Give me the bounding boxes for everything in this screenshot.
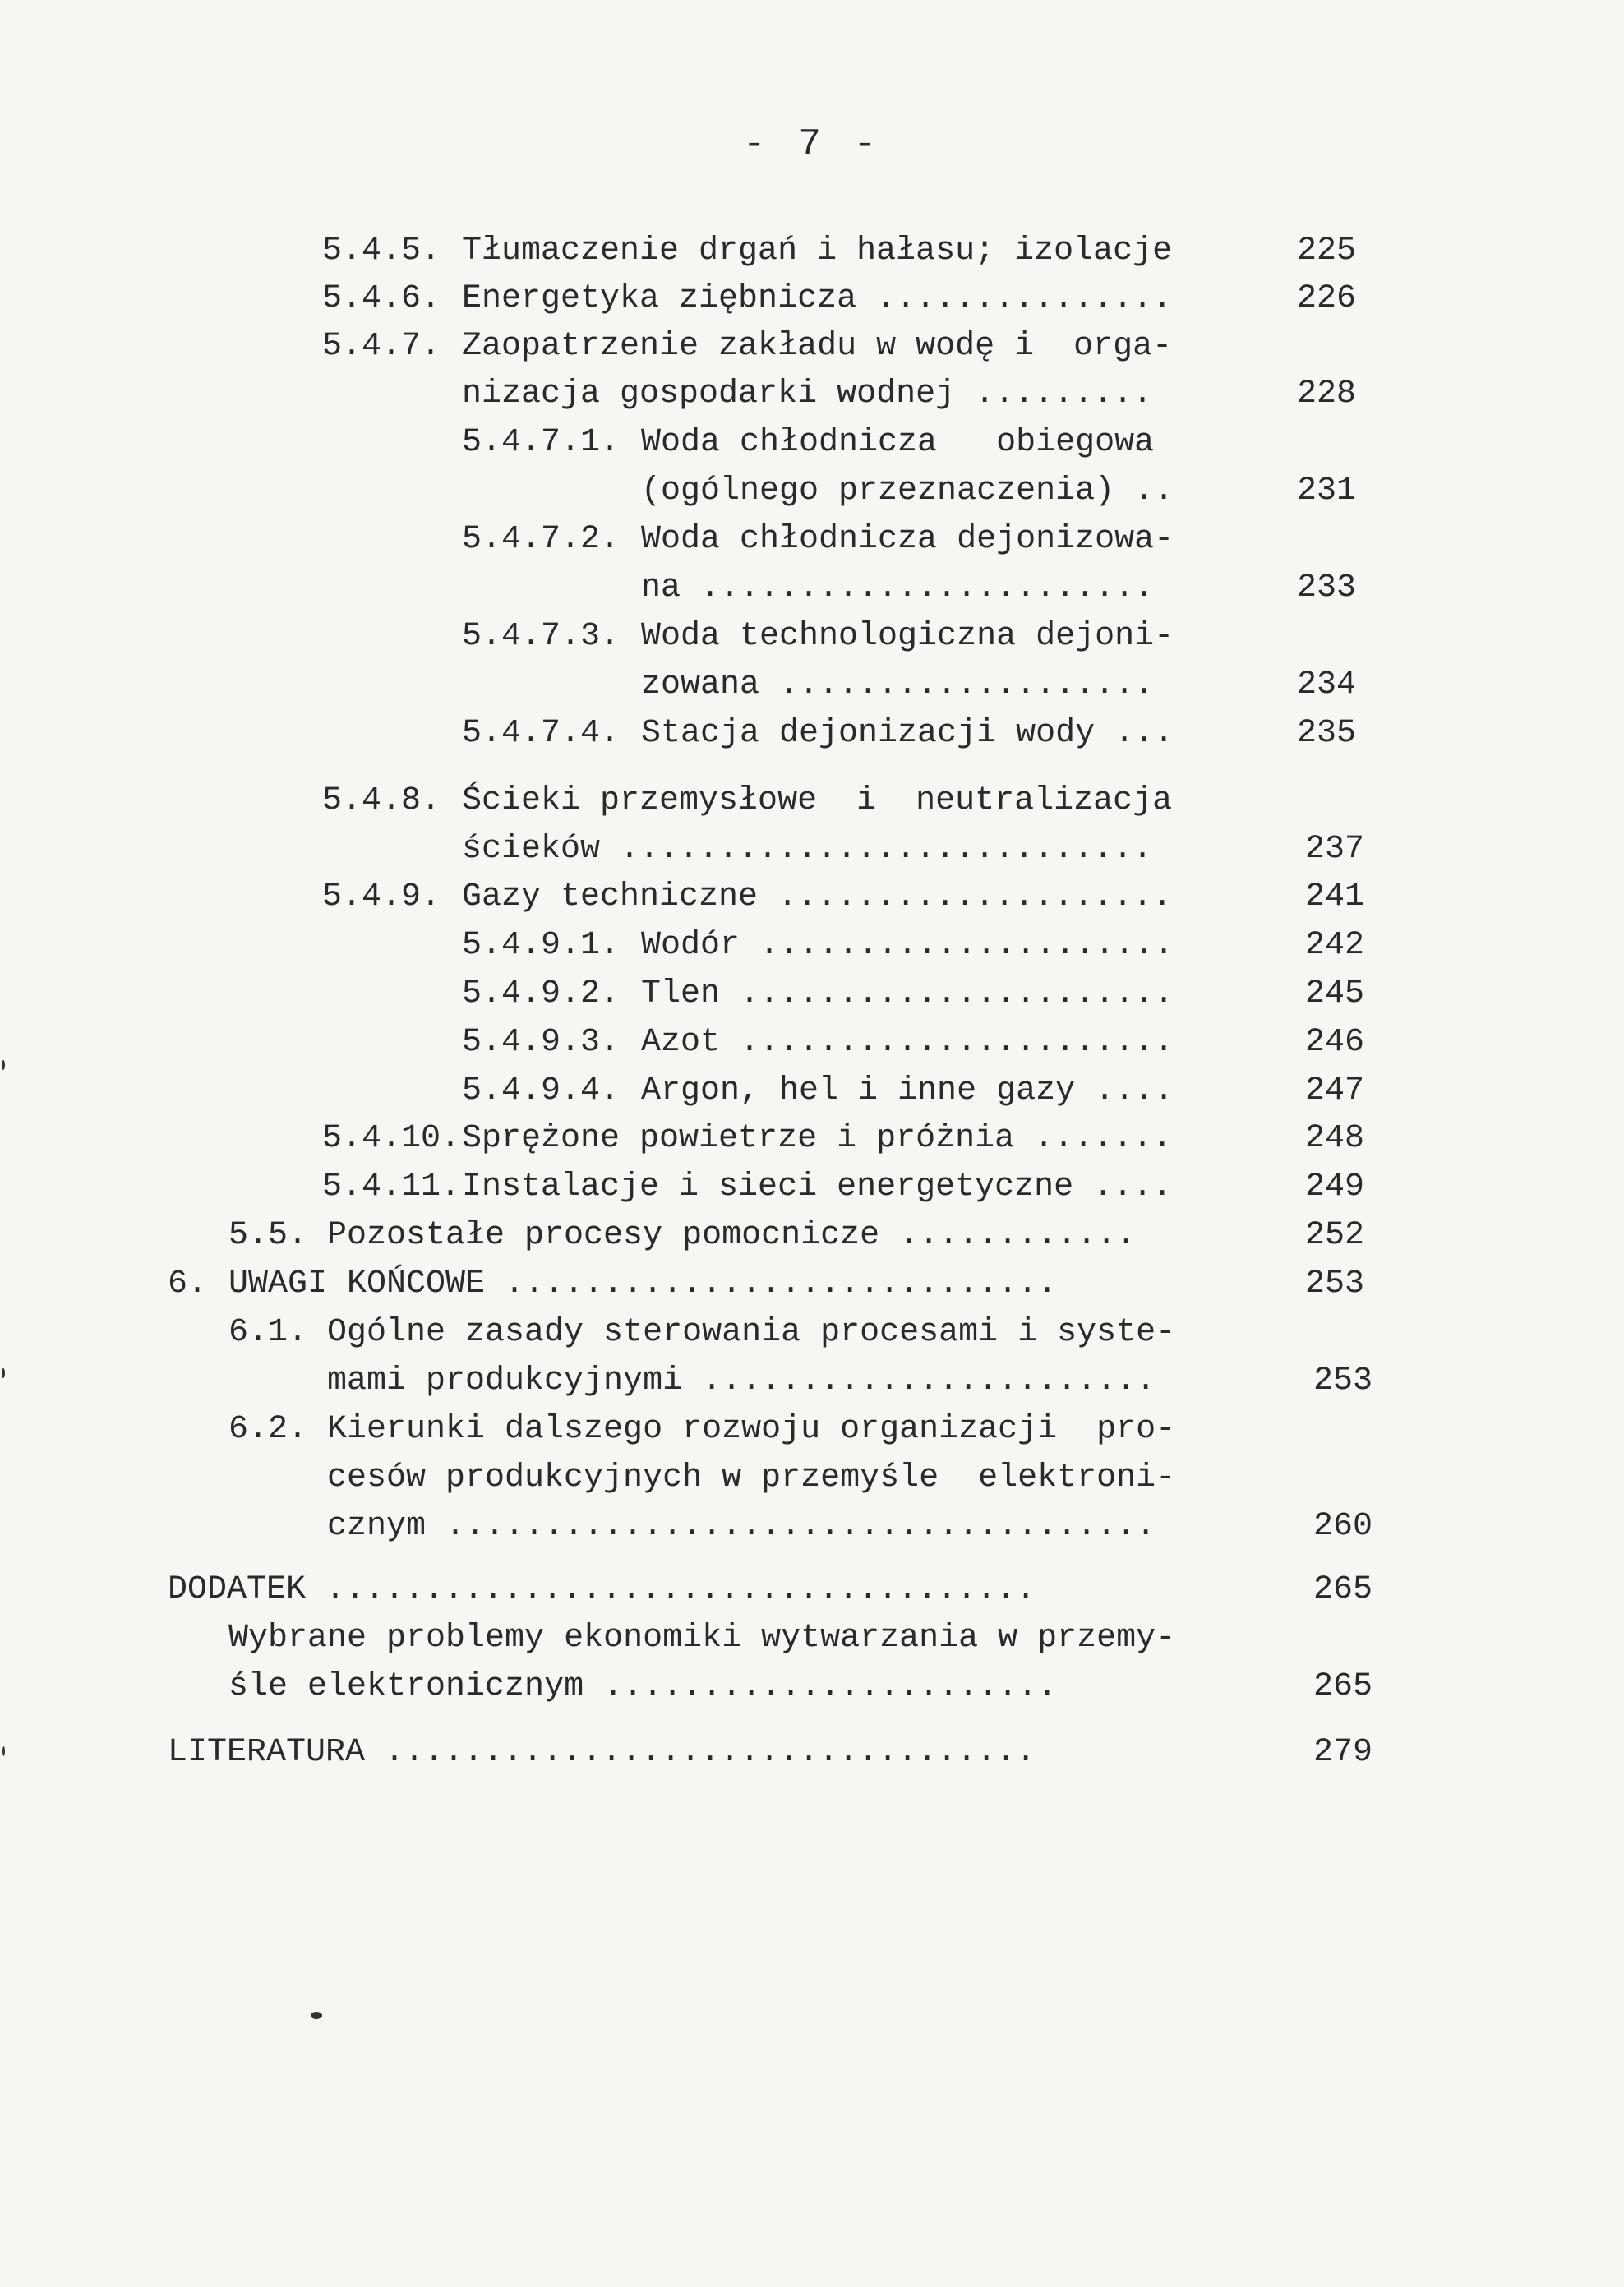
toc-title: Stacja dejonizacji wody ... bbox=[641, 715, 1174, 752]
toc-number: 5.4.5. bbox=[322, 233, 441, 270]
toc-title: Woda technologiczna dejoni- bbox=[641, 618, 1174, 655]
toc-row bbox=[0, 1663, 1624, 1711]
toc-page: 265 bbox=[1313, 1571, 1373, 1608]
scan-speck bbox=[2, 1060, 5, 1070]
toc-number: 6.1. bbox=[228, 1314, 308, 1351]
toc-page: 248 bbox=[1304, 1120, 1364, 1157]
toc-title: Energetyka ziębnicza ............... bbox=[462, 280, 1173, 317]
toc-page: 225 bbox=[1296, 233, 1356, 270]
toc-row bbox=[0, 1566, 1624, 1614]
toc-title: UWAGI KOŃCOWE ............................ bbox=[228, 1266, 1058, 1303]
toc-title: nizacja gospodarki wodnej ......... bbox=[462, 376, 1153, 413]
toc-row bbox=[0, 228, 1624, 275]
toc-row bbox=[0, 922, 1624, 970]
toc-title: Azot ...................... bbox=[641, 1024, 1174, 1061]
toc-title: Woda chłodnicza dejonizowa- bbox=[641, 521, 1174, 558]
toc-page: 234 bbox=[1296, 666, 1356, 703]
toc-page: 241 bbox=[1304, 878, 1364, 915]
page-number: - 7 - bbox=[742, 123, 882, 166]
toc-title: (ogólnego przeznaczenia) .. bbox=[641, 473, 1174, 510]
toc-title: Zaopatrzenie zakładu w wodę i orga- bbox=[462, 328, 1173, 365]
toc-page: 233 bbox=[1296, 569, 1356, 606]
toc-title: Ogólne zasady sterowania procesami i syste- bbox=[327, 1314, 1176, 1351]
toc-page: 247 bbox=[1304, 1072, 1364, 1109]
toc-number: 5.4.6. bbox=[322, 280, 441, 317]
toc-page: 265 bbox=[1313, 1668, 1373, 1705]
toc-number: 5.4.9.2. bbox=[462, 975, 621, 1012]
toc-title: Tłumaczenie drgań i hałasu; izolacje bbox=[462, 233, 1173, 270]
toc-title: śle elektronicznym ....................... bbox=[228, 1668, 1058, 1705]
toc-title: Wybrane problemy ekonomiki wytwarzania w przemy- bbox=[228, 1620, 1176, 1657]
toc-page: 279 bbox=[1313, 1734, 1373, 1771]
toc-title: DODATEK .................................... bbox=[168, 1571, 1036, 1608]
toc-title: na ....................... bbox=[641, 569, 1155, 606]
toc-row bbox=[0, 1729, 1624, 1777]
scan-speck bbox=[2, 1368, 5, 1378]
toc-number: 5.4.7. bbox=[322, 328, 441, 365]
toc-page: 237 bbox=[1304, 831, 1364, 868]
toc-row bbox=[0, 516, 1624, 564]
toc-page: 242 bbox=[1304, 927, 1364, 964]
toc-page: 246 bbox=[1304, 1024, 1364, 1061]
toc-page: 235 bbox=[1296, 715, 1356, 752]
toc-row bbox=[0, 874, 1624, 921]
toc-page: 245 bbox=[1304, 975, 1364, 1012]
toc-title: Woda chłodnicza obiegowa bbox=[641, 424, 1155, 461]
toc-row bbox=[0, 971, 1624, 1018]
toc-number: 5.5. bbox=[228, 1217, 308, 1254]
toc-title: Kierunki dalszego rozwoju organizacji pro- bbox=[327, 1411, 1176, 1448]
toc-number: 5.4.7.4. bbox=[462, 715, 621, 752]
toc-number: 5.4.7.1. bbox=[462, 424, 621, 461]
toc-page: 231 bbox=[1296, 473, 1356, 510]
toc-title: Instalacje i sieci energetyczne .... bbox=[462, 1169, 1173, 1206]
toc-row bbox=[0, 323, 1624, 371]
toc-row bbox=[0, 1615, 1624, 1662]
toc-row bbox=[0, 1358, 1624, 1405]
toc-number: 5.4.11. bbox=[322, 1169, 461, 1206]
toc-number: 5.4.9.1. bbox=[462, 927, 621, 964]
toc-page: 228 bbox=[1296, 376, 1356, 413]
toc-row bbox=[0, 1164, 1624, 1211]
toc-title: Wodór ..................... bbox=[641, 927, 1174, 964]
toc-page: 260 bbox=[1313, 1508, 1373, 1545]
toc-title: Sprężone powietrze i próżnia ....... bbox=[462, 1120, 1173, 1157]
toc-row bbox=[0, 565, 1624, 612]
toc-number: 5.4.9.3. bbox=[462, 1024, 621, 1061]
toc-page: 226 bbox=[1296, 280, 1356, 317]
toc-row bbox=[0, 662, 1624, 709]
toc-row bbox=[0, 1455, 1624, 1502]
toc-title: mami produkcyjnymi ....................... bbox=[327, 1363, 1156, 1399]
toc-number: 5.4.7.3. bbox=[462, 618, 621, 655]
toc-number: 5.4.8. bbox=[322, 782, 441, 819]
toc-row bbox=[0, 1212, 1624, 1260]
toc-number: 5.4.7.2. bbox=[462, 521, 621, 558]
toc-row bbox=[0, 1406, 1624, 1454]
toc-title: ścieków ........................... bbox=[462, 831, 1153, 868]
toc-number: 5.4.9. bbox=[322, 878, 441, 915]
toc-title: zowana ................... bbox=[641, 666, 1155, 703]
toc-row bbox=[0, 419, 1624, 467]
toc-row bbox=[0, 371, 1624, 418]
toc-row bbox=[0, 777, 1624, 825]
toc-title: cesów produkcyjnych w przemyśle elektroni- bbox=[327, 1459, 1176, 1496]
scan-speck bbox=[2, 1746, 5, 1756]
toc-row bbox=[0, 1019, 1624, 1067]
toc-page: 249 bbox=[1304, 1169, 1364, 1206]
toc-row bbox=[0, 1261, 1624, 1308]
toc-page: 253 bbox=[1304, 1266, 1364, 1303]
toc-row bbox=[0, 275, 1624, 323]
toc-number: 5.4.10. bbox=[322, 1120, 461, 1157]
toc-row bbox=[0, 613, 1624, 661]
toc-number: 5.4.9.4. bbox=[462, 1072, 621, 1109]
toc-number: 6.2. bbox=[228, 1411, 308, 1448]
toc-title: cznym .................................... bbox=[327, 1508, 1156, 1545]
toc-row bbox=[0, 710, 1624, 758]
toc-row bbox=[0, 1067, 1624, 1115]
toc-number: 6. bbox=[168, 1266, 208, 1303]
toc-title: Gazy techniczne .................... bbox=[462, 878, 1173, 915]
toc-title: Ścieki przemysłowe i neutralizacja bbox=[462, 782, 1173, 819]
toc-row bbox=[0, 1503, 1624, 1551]
toc-row bbox=[0, 826, 1624, 874]
toc-title: Pozostałe procesy pomocnicze ............ bbox=[327, 1217, 1137, 1254]
toc-title: LITERATURA ................................. bbox=[168, 1734, 1036, 1771]
toc-page: 253 bbox=[1313, 1363, 1373, 1399]
toc-row bbox=[0, 1115, 1624, 1163]
toc-row bbox=[0, 1309, 1624, 1357]
scan-speck bbox=[311, 2012, 322, 2019]
toc-row bbox=[0, 468, 1624, 515]
toc-title: Argon, hel i inne gazy .... bbox=[641, 1072, 1174, 1109]
toc-title: Tlen ...................... bbox=[641, 975, 1174, 1012]
toc-page: 252 bbox=[1304, 1217, 1364, 1254]
